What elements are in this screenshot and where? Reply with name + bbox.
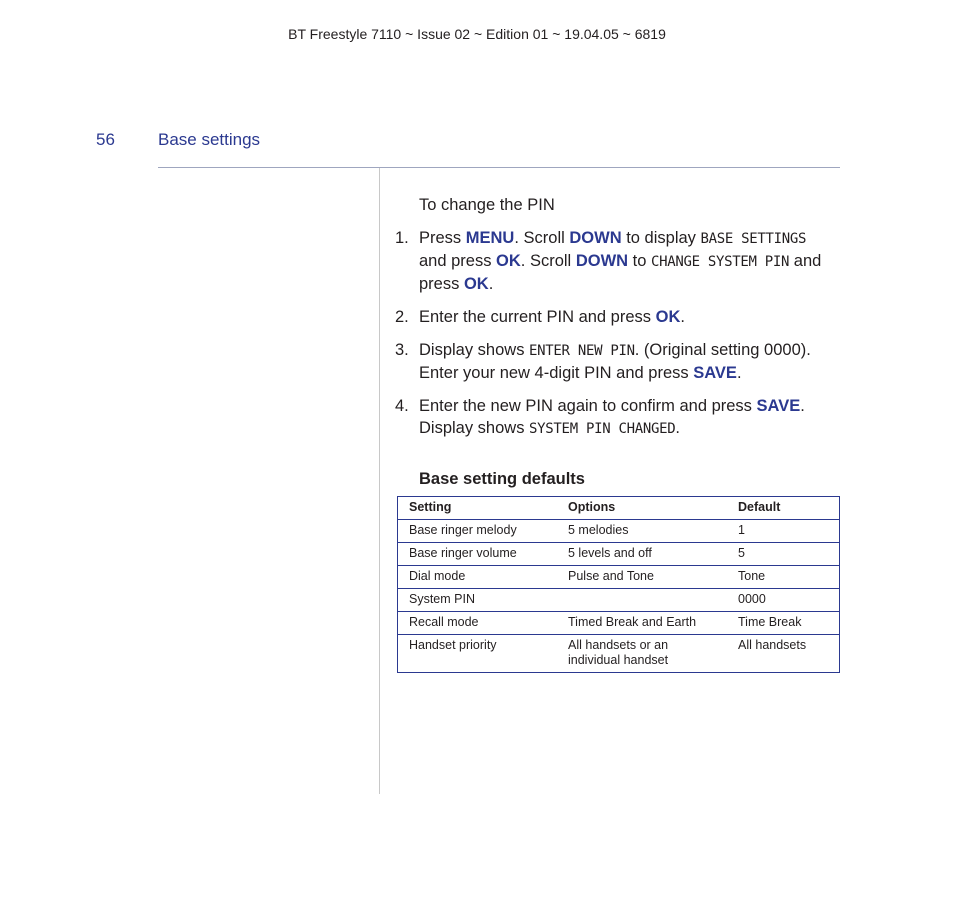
step-text: . [736,364,742,382]
step-text: Enter the current PIN and press [419,308,656,326]
cell-default: 5 [727,543,840,566]
procedure-step [395,395,835,440]
step-number: 1. [395,229,409,247]
table-row [398,566,840,589]
step-text: and press [419,252,497,270]
display-text: SYSTEM PIN CHANGED [529,421,676,437]
key-label: SAVE [693,364,737,382]
step-text: . Scroll [520,252,576,270]
step-text: Enter the new PIN again to confirm and press [419,397,757,415]
defaults-table [397,496,840,673]
cell-setting: Dial mode [398,566,558,589]
step-text: . [675,419,680,437]
key-label: OK [496,252,521,270]
cell-options: All handsets or an individual handset [557,635,727,673]
cell-default: All handsets [727,635,840,673]
procedure-steps [395,227,835,440]
table-row [398,589,840,612]
table-header-row [398,497,840,520]
cell-options: 5 melodies [557,520,727,543]
step-text: . Display shows [419,397,805,437]
cell-setting: Base ringer volume [398,543,558,566]
display-text: CHANGE SYSTEM PIN [651,254,790,270]
step-text: . (Original setting 0000). Enter your new 4-digit PIN and press [419,341,811,382]
procedure-step [395,339,835,384]
cell-default: 0000 [727,589,840,612]
step-number: 4. [395,397,409,415]
cell-setting: Recall mode [398,612,558,635]
cell-setting: Base ringer melody [398,520,558,543]
column-header-setting: Setting [398,497,558,520]
cell-default: Tone [727,566,840,589]
cell-options: Timed Break and Earth [557,612,727,635]
procedure-title: To change the PIN [419,196,555,214]
page-number: 56 [96,130,115,149]
key-label: SAVE [756,397,801,415]
step-text: . Scroll [514,229,570,247]
defaults-heading: Base setting defaults [419,470,585,488]
table-row [398,543,840,566]
key-label: OK [655,308,681,326]
table-row [398,520,840,543]
key-label: OK [463,275,489,293]
cell-setting: System PIN [398,589,558,612]
key-label: DOWN [569,229,622,247]
key-label: MENU [465,229,515,247]
step-text: to [628,252,651,270]
cell-options: Pulse and Tone [557,566,727,589]
section-title: Base settings [158,130,261,149]
step-text: . [488,275,494,293]
display-text: ENTER NEW PIN [529,343,635,359]
cell-options [557,589,727,612]
procedure-step [395,306,835,328]
cell-options: 5 levels and off [557,543,727,566]
step-number: 2. [395,308,409,326]
step-text: . [680,308,685,326]
procedure-block [395,194,835,451]
step-text: Press [419,229,466,247]
table-row [398,612,840,635]
cell-default: Time Break [727,612,840,635]
column-header-options: Options [557,497,727,520]
step-text: Display shows [419,341,530,359]
key-label: DOWN [575,252,629,270]
document-header: BT Freestyle 7110 ~ Issue 02 ~ Edition 01 ~ 19.04.05 ~ 6819 [288,26,666,42]
header-divider [158,167,840,168]
procedure-step [395,227,835,295]
step-text: to display [621,229,701,247]
column-divider [379,168,380,794]
step-number: 3. [395,341,409,359]
step-text: and press [419,252,822,293]
cell-setting: Handset priority [398,635,558,673]
table-row [398,635,840,673]
column-header-default: Default [727,497,840,520]
display-text: BASE SETTINGS [700,231,807,247]
cell-default: 1 [727,520,840,543]
